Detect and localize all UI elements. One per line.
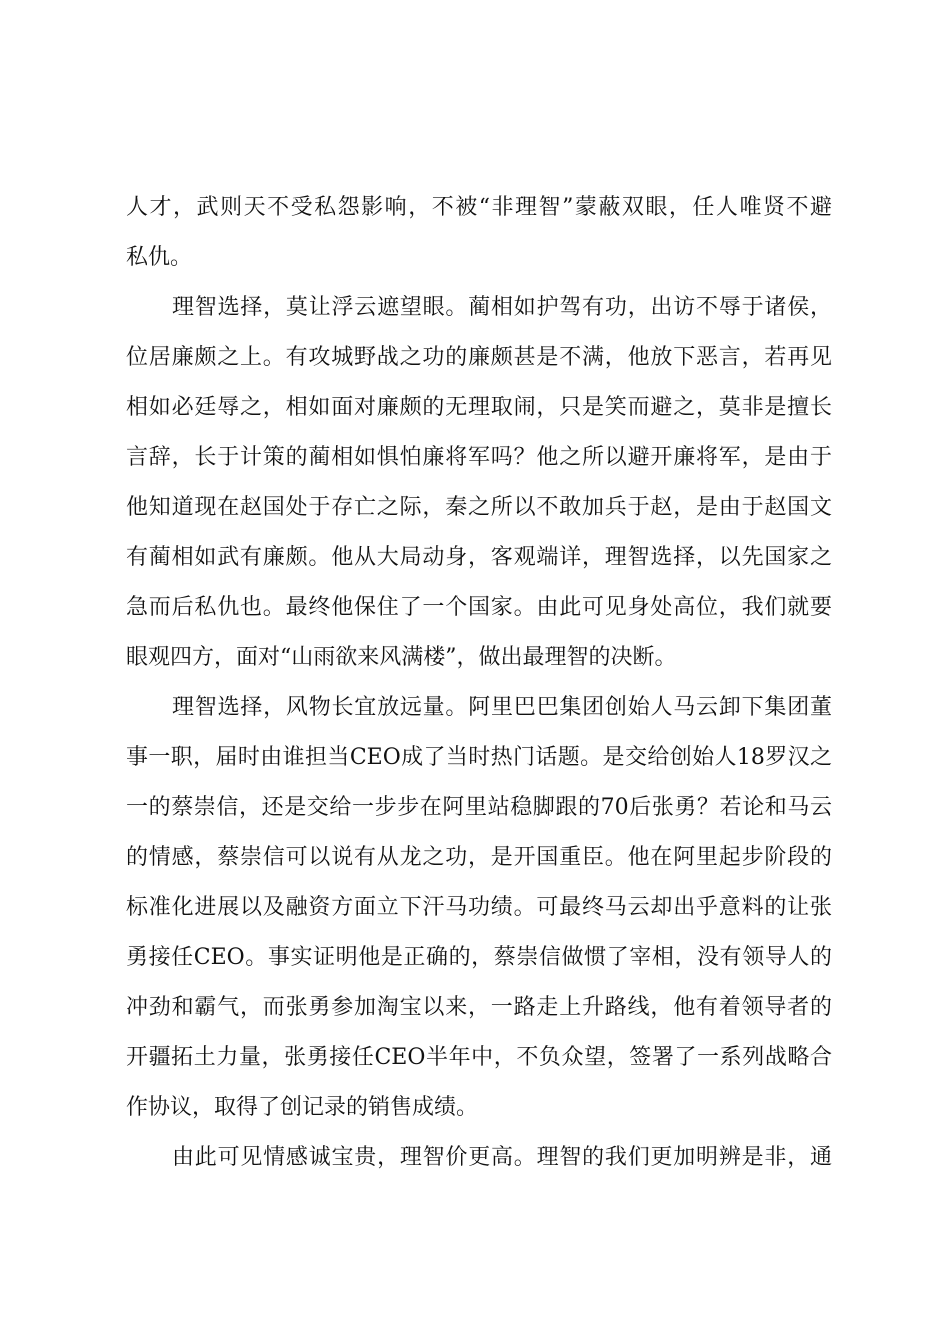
text-line: 私仇。	[126, 245, 193, 270]
text-line: 他知道现在赵国处于存亡之际，秦之所以不敢加兵于赵，是由于赵国文	[126, 495, 832, 520]
text-line: 标准化进展以及融资方面立下汗马功绩。可最终马云却出乎意料的让张	[126, 895, 832, 920]
text-line: 一的蔡崇信，还是交给一步步在阿里站稳脚跟的70后张勇？若论和马云	[126, 795, 832, 820]
paragraph-first-line: 理智选择，莫让浮云遮望眼。蔺相如护驾有功，出访不辱于诸侯，	[172, 295, 832, 320]
text-line: 冲劲和霸气，而张勇参加淘宝以来，一路走上升路线，他有着领导者的	[126, 995, 832, 1020]
text-line: 有蔺相如武有廉颇。他从大局动身，客观端详，理智选择，以先国家之	[126, 545, 832, 570]
text-line: 眼观四方，面对“山雨欲来风满楼”，做出最理智的决断。	[126, 645, 677, 670]
paragraph-first-line: 理智选择，风物长宜放远量。阿里巴巴集团创始人马云卸下集团董	[172, 695, 832, 720]
text-line: 言辞，长于计策的蔺相如惧怕廉将军吗？他之所以避开廉将军，是由于	[126, 445, 832, 470]
text-line: 开疆拓土力量，张勇接任CEO半年中，不负众望，签署了一系列战略合	[126, 1045, 832, 1070]
text-line: 作协议，取得了创记录的销售成绩。	[126, 1095, 479, 1120]
text-line: 位居廉颇之上。有攻城野战之功的廉颇甚是不满，他放下恶言，若再见	[126, 345, 832, 370]
text-line: 人才，武则天不受私怨影响，不被“非理智”蒙蔽双眼，任人唯贤不避	[126, 195, 832, 220]
text-line: 相如必廷辱之，相如面对廉颇的无理取闹，只是笑而避之，莫非是擅长	[126, 395, 832, 420]
paragraph-first-line: 由此可见情感诚宝贵，理智价更高。理智的我们更加明辨是非，通	[172, 1145, 832, 1170]
text-line: 勇接任CEO。事实证明他是正确的，蔡崇信做惯了宰相，没有领导人的	[126, 945, 832, 970]
text-line: 事一职，届时由谁担当CEO成了当时热门话题。是交给创始人18罗汉之	[126, 745, 832, 770]
text-line: 急而后私仇也。最终他保住了一个国家。由此可见身处高位，我们就要	[126, 595, 832, 620]
text-line: 的情感，蔡崇信可以说有从龙之功，是开国重臣。他在阿里起步阶段的	[126, 845, 832, 870]
